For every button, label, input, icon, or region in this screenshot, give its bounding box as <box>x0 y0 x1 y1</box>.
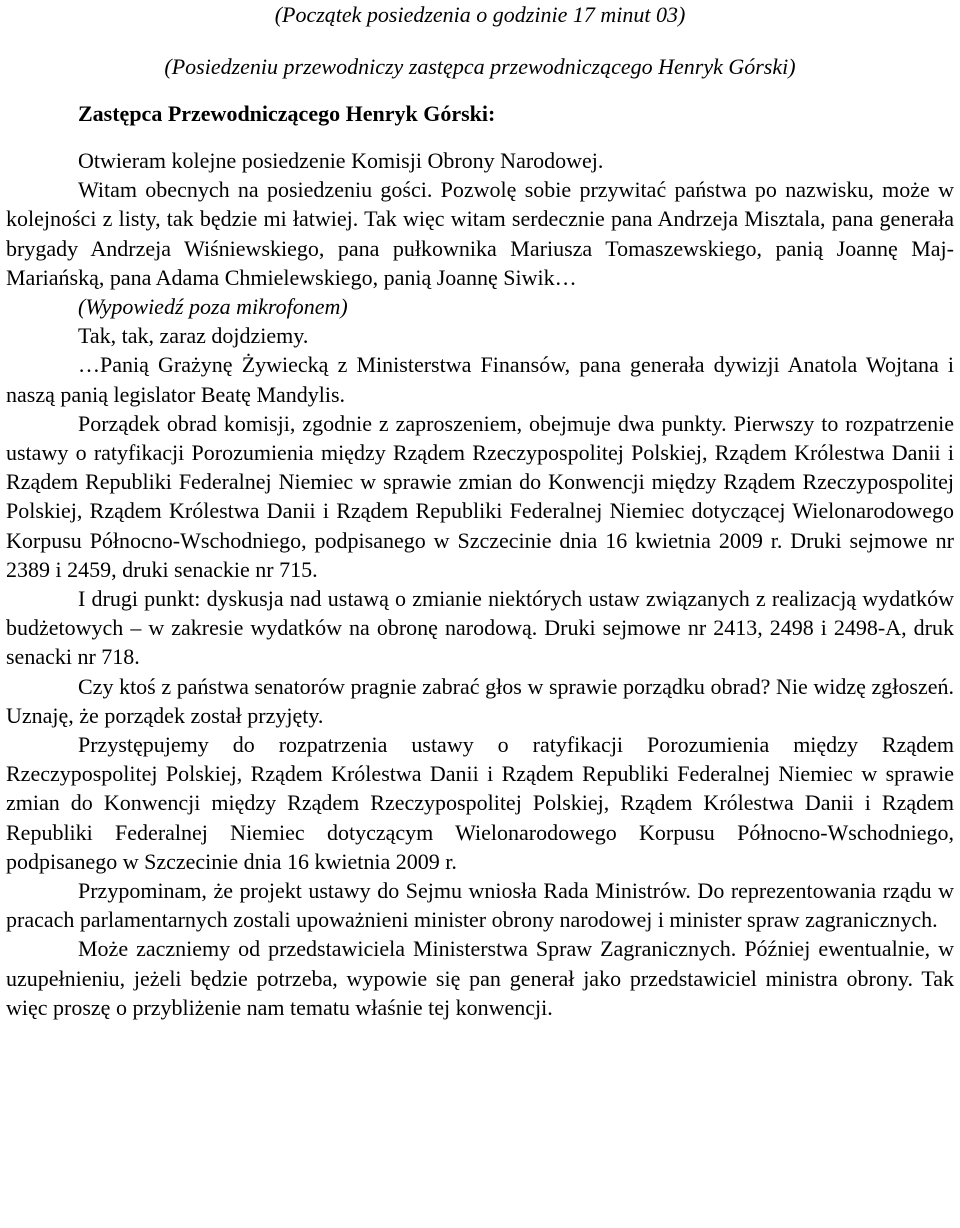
paragraph-agenda-approval: Czy ktoś z państwa senatorów pragnie zabrać głos w sprawie porządku obrad? Nie widzę zgłoszeń. Uznaję, że porządek został przyjęty. <box>6 673 954 728</box>
paragraph-ratification: Przystępujemy do rozpatrzenia ustawy o ratyfikacji Porozumienia między Rządem Rzeczypospolitej Polskiej, Rządem Królestwa Danii i Rządem Republiki Federalnej Niemiec w sprawie zmian do Konwencji między Rządem Rzeczypospolitej Polskiej, Rządem Królestwa Danii i Rządem Republiki Federalnej Niemiec dotyczącym Wielonarodowego Korpusu Północno-Wschodniego, podpisanego w Szczecinie dnia 16 kwietnia 2009 r. <box>6 732 954 874</box>
aside-reply: Tak, tak, zaraz dojdziemy. <box>78 323 309 349</box>
paragraph-agenda-point-two: I drugi punkt: dyskusja nad ustawą o zmianie niektórych ustaw związanych z realizacją wydatków budżetowych – w zakresie wydatków na obronę narodową. Druki sejmowe nr 2413, 2498 i 2498-A, druk senacki nr 718. <box>6 586 954 670</box>
paragraph-guests: …Panią Grażynę Żywiecką z Ministerstwa Finansów, pana generała dywizji Anatola Wojtana i naszą panią legislator Beatę Mandylis. <box>6 352 954 407</box>
paragraph-opening: Otwieram kolejne posiedzenie Komisji Obrony Narodowej. <box>78 148 604 173</box>
paragraph-ministry-request: Może zaczniemy od przedstawiciela Ministerstwa Spraw Zagranicznych. Później ewentualnie, w uzupełnieniu, jeżeli będzie potrzeba, wypowie się pan generał jako przedstawiciel ministra obrony. Tak więc proszę o przybliżenie nam tematu właśnie tej konwencji. <box>6 936 954 1020</box>
chair-note: (Posiedzeniu przewodniczy zastępca przewodniczącego Henryk Górski) <box>164 54 796 79</box>
document-page <box>6 0 954 1228</box>
paragraph-agenda-point-one: Porządek obrad komisji, zgodnie z zaproszeniem, obejmuje dwa punkty. Pierwszy to rozpatrzenie ustawy o ratyfikacji Porozumienia między Rządem Rzeczypospolitej Polskiej, Rządem Królestwa Danii i Rządem Republiki Federalnej Niemiec w sprawie zmian do Konwencji między Rządem Rzeczypospolitej Polskiej, Rządem Królestwa Danii i Rządem Republiki Federalnej Niemiec dotyczącej Wielonarodowego Korpusu Północno-Wschodniego, podpisanego w Szczecinie dnia 16 kwietnia 2009 r. Druki sejmowe nr 2389 i 2459, druki senackie nr 715. <box>6 410 954 582</box>
speaker-heading: Zastępca Przewodniczącego Henryk Górski: <box>78 101 496 126</box>
paragraph-welcome: Witam obecnych na posiedzeniu gości. Pozwolę sobie przywitać państwa po nazwisku, może w kolejności z listy, tak będzie mi łatwiej. Tak więc witam serdecznie pana Andrzeja Misztala, pana generała brygady Andrzeja Wiśniewskiego, pana pułkownika Mariusza Tomaszewskiego, panią Joannę Maj-Mariańską, pana Adama Chmielewskiego, panią Joannę Siwik… <box>6 177 954 290</box>
paragraph-government-representation: Przypominam, że projekt ustawy do Sejmu wniosła Rada Ministrów. Do reprezentowania rządu w pracach parlamentarnych zostali upoważnieni minister obrony narodowej i minister spraw zagranicznych. <box>6 878 954 933</box>
meeting-start-note: (Początek posiedzenia o godzinie 17 minut 03) <box>274 2 686 27</box>
aside-remark: (Wypowiedź poza mikrofonem) <box>78 294 348 320</box>
